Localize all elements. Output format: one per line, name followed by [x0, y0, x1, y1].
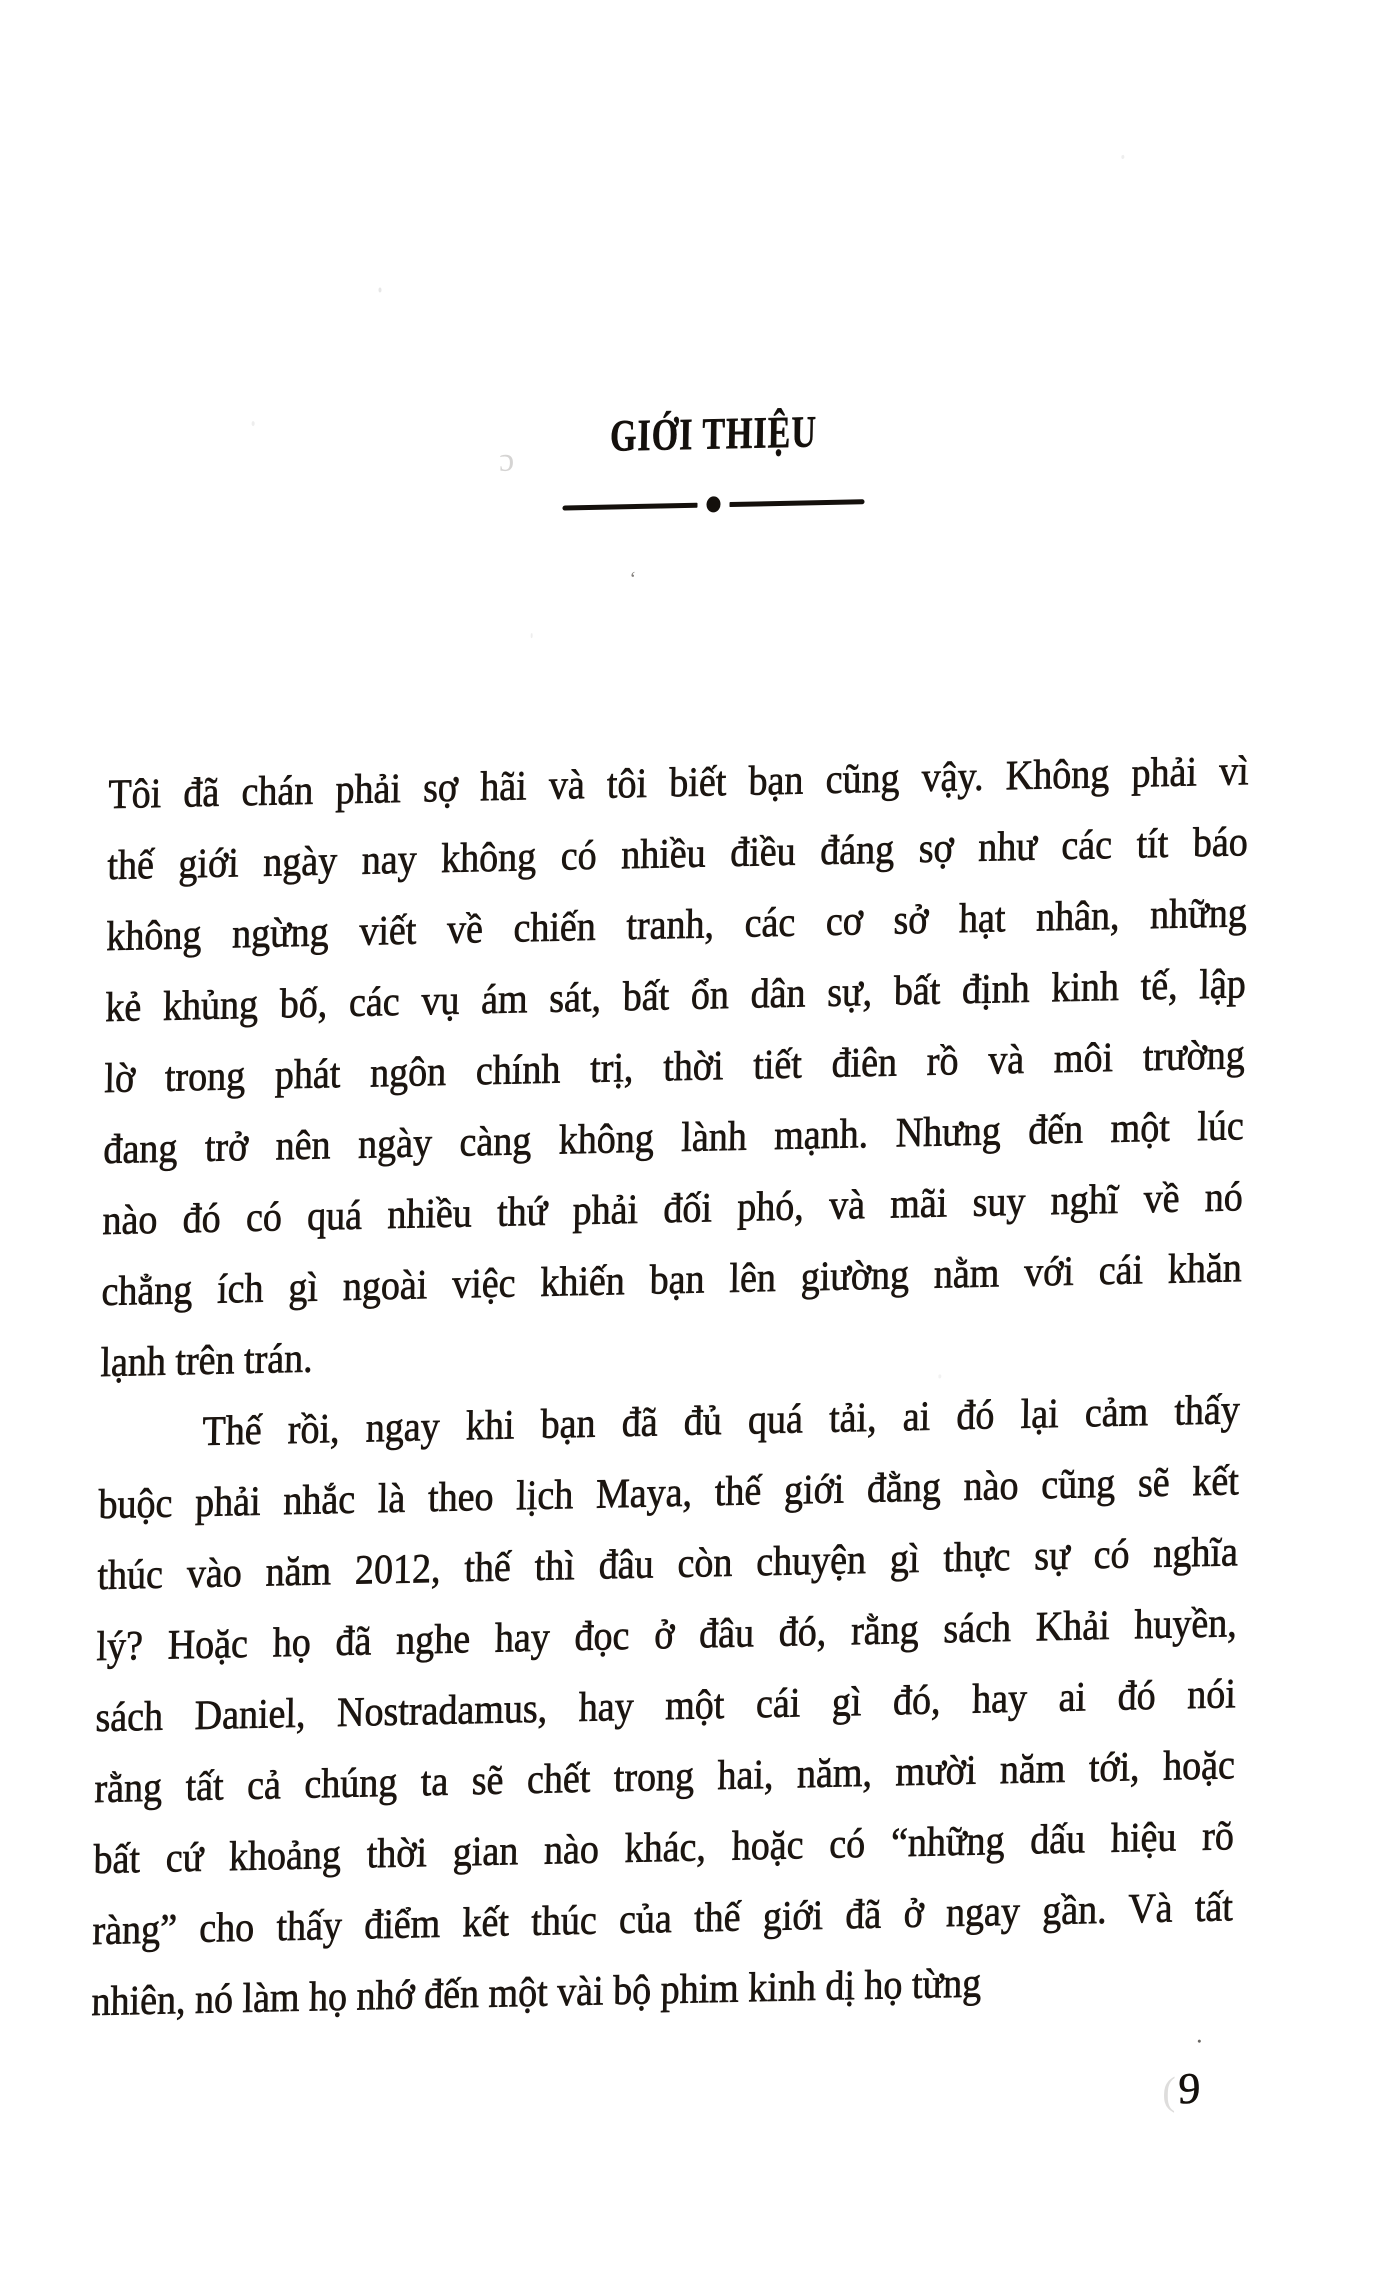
divider-line-right — [729, 499, 864, 507]
body-text — [91, 736, 1249, 2038]
text-line: nhiên, nó làm họ nhớ đến một vài bộ phim kinh dị họ từng — [91, 1960, 982, 2026]
divider-line-left — [562, 502, 697, 510]
text-line: thế giới ngày nay không có nhiều điều đáng sợ như các tít báo — [107, 818, 1249, 890]
text-line: đang trở nên ngày càng không lành mạnh. Nhưng đến một lúc — [103, 1102, 1245, 1174]
text-line: Thế rồi, ngay khi bạn đã đủ quá tải, ai đó lại cảm thấy — [202, 1386, 1241, 1455]
text-line: lờ trong phát ngôn chính trị, thời tiết điên rồ và môi trường — [104, 1031, 1246, 1103]
text-line: Tôi đã chán phải sợ hãi và tôi biết bạn cũng vậy. Không phải vì — [108, 747, 1250, 819]
text-line: bất cứ khoảng thời gian nào khác, hoặc có “những dấu hiệu rõ — [93, 1812, 1235, 1884]
text-line: thúc vào năm 2012, thế thì đâu còn chuyện gì thực sự có nghĩa — [97, 1528, 1239, 1600]
chapter-title: GIỚI THIỆU — [609, 408, 818, 462]
scan-artifact: ( — [1162, 2068, 1176, 2114]
text-line: chẳng ích gì ngoài việc khiến bạn lên giường nằm với cái khăn — [101, 1244, 1243, 1316]
page-number: 9 — [1178, 2063, 1201, 2114]
text-line: không ngừng viết về chiến tranh, các cơ sở hạt nhân, những — [106, 889, 1248, 961]
text-line: rằng tất cả chúng ta sẽ chết trong hai, năm, mười năm tới, hoặc — [94, 1741, 1236, 1813]
scan-speck — [378, 287, 381, 292]
text-line: buộc phải nhắc là theo lịch Maya, thế giới đằng nào cũng sẽ kết — [98, 1457, 1240, 1529]
scan-artifact: · — [1194, 2026, 1204, 2056]
scan-artifact: ʻ — [629, 568, 637, 591]
scan-artifact: ɔ — [498, 441, 515, 479]
divider-dot — [706, 496, 720, 512]
text-line: sách Daniel, Nostradamus, hay một cái gì đó, hay ai đó nói — [95, 1670, 1237, 1742]
divider-ornament — [562, 493, 864, 515]
text-line: kẻ khủng bố, các vụ ám sát, bất ổn dân sự, bất định kinh tế, lập — [105, 960, 1247, 1032]
text-line: nào đó có quá nhiều thứ phải đối phó, và mãi suy nghĩ về nó — [102, 1173, 1244, 1245]
text-line: ràng” cho thấy điểm kết thúc của thế giới đã ở ngay gần. Và tất — [92, 1883, 1234, 1955]
scan-speck — [531, 633, 533, 638]
scan-speck — [1121, 155, 1124, 159]
text-line: lý? Hoặc họ đã nghe hay đọc ở đâu đó, rằng sách Khải huyền, — [96, 1599, 1238, 1671]
text-line: lạnh trên trán. — [100, 1335, 313, 1387]
